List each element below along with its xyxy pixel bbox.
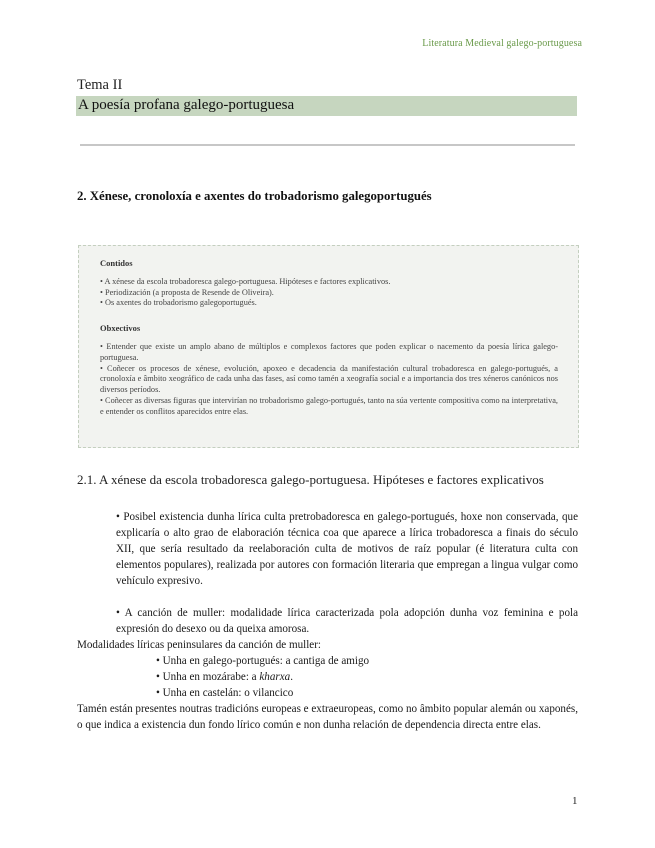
list-item <box>116 669 578 685</box>
paragraph: Tamén están presentes noutras tradicións europeas e extraeuropeas, como no âmbito popular alemán ou xaponés, o que indica a existencia dun fondo lírico común e non dunha relación de dependencia directa entre elas. <box>77 703 578 731</box>
contidos-heading: Contidos <box>100 258 133 268</box>
tema-title-bar <box>76 96 577 116</box>
tema-label: Tema II <box>77 77 123 93</box>
obxectivos-item: • Coñecer as diversas figuras que intervirían no trobadorismo galego-portugués, tanto na súa vertente compositiva como na interpretativa, e entender os conflitos aparecidos entre elas. <box>100 395 558 416</box>
list-item-prefix: • Unha en mozárabe: a <box>156 671 260 683</box>
list-item: • Unha en castelán: o vilancico <box>156 687 294 699</box>
paragraph: • Posibel existencia dunha lírica culta pretrobadoresca en galego-portugués, hoxe non conservada, que explicaría o alto grao de elaboración técnica coa que aparece a lírica trobadoresca a finais do século XII, que sería resultado da reelaboración culta de motivos de raíz popular (é literatura culta con elementos populares), realizada por autores con formación literaria que empregan a lingua vulgar como vehículo expresivo. <box>116 511 578 587</box>
list-item: • Unha en galego-portugués: a cantiga de amigo <box>156 655 370 667</box>
obxectivos-item: • Entender que existe un amplo abano de múltiplos e complexos factores que poden explicar o nacemento da poesía lírica galego-portuguesa. <box>100 341 558 362</box>
obxectivos-item: • Coñecer os procesos de xénese, evolución, apoxeo e decadencia da manifestación cultural trobadoresca en galego-portugués, a cronoloxía e âmbito xeográfico de cada unha das fases, así como tamén a xeografía social e a importancia dos tres xéneros canónicos nos diversos períodos. <box>100 363 558 395</box>
page-number: 1 <box>572 795 578 807</box>
paragraph: Modalidades líricas peninsulares da canción de muller: <box>77 639 321 651</box>
obxectivos-heading: Obxectivos <box>100 323 141 334</box>
contidos-item: • A xénese da escola trobadoresca galego-portuguesa. Hipóteses e factores explicativos. <box>100 276 391 286</box>
objectives-box <box>78 245 579 448</box>
paragraph: • A canción de muller: modalidade lírica caracterizada pola adopción dunha voz feminina e pola expresión do desexo ou da queixa amorosa. <box>116 607 578 635</box>
contidos-item: • Os axentes do trobadorismo galegoportugués. <box>100 298 257 308</box>
list-item-suffix: . <box>290 671 293 683</box>
list-item-italic: kharxa <box>259 671 291 683</box>
subsection-heading: 2.1. A xénese da escola trobadoresca galego-portuguesa. Hipóteses e factores explicativos <box>77 472 544 487</box>
running-header: Literatura Medieval galego-portuguesa <box>422 38 582 49</box>
body-text <box>77 509 578 733</box>
horizontal-divider <box>80 144 575 146</box>
section-heading: 2. Xénese, cronoloxía e axentes do trobadorismo galegoportugués <box>77 189 432 203</box>
tema-title: A poesía profana galego-portuguesa <box>78 97 295 113</box>
contidos-item: • Periodización (a proposta de Resende de Oliveira). <box>100 287 274 297</box>
